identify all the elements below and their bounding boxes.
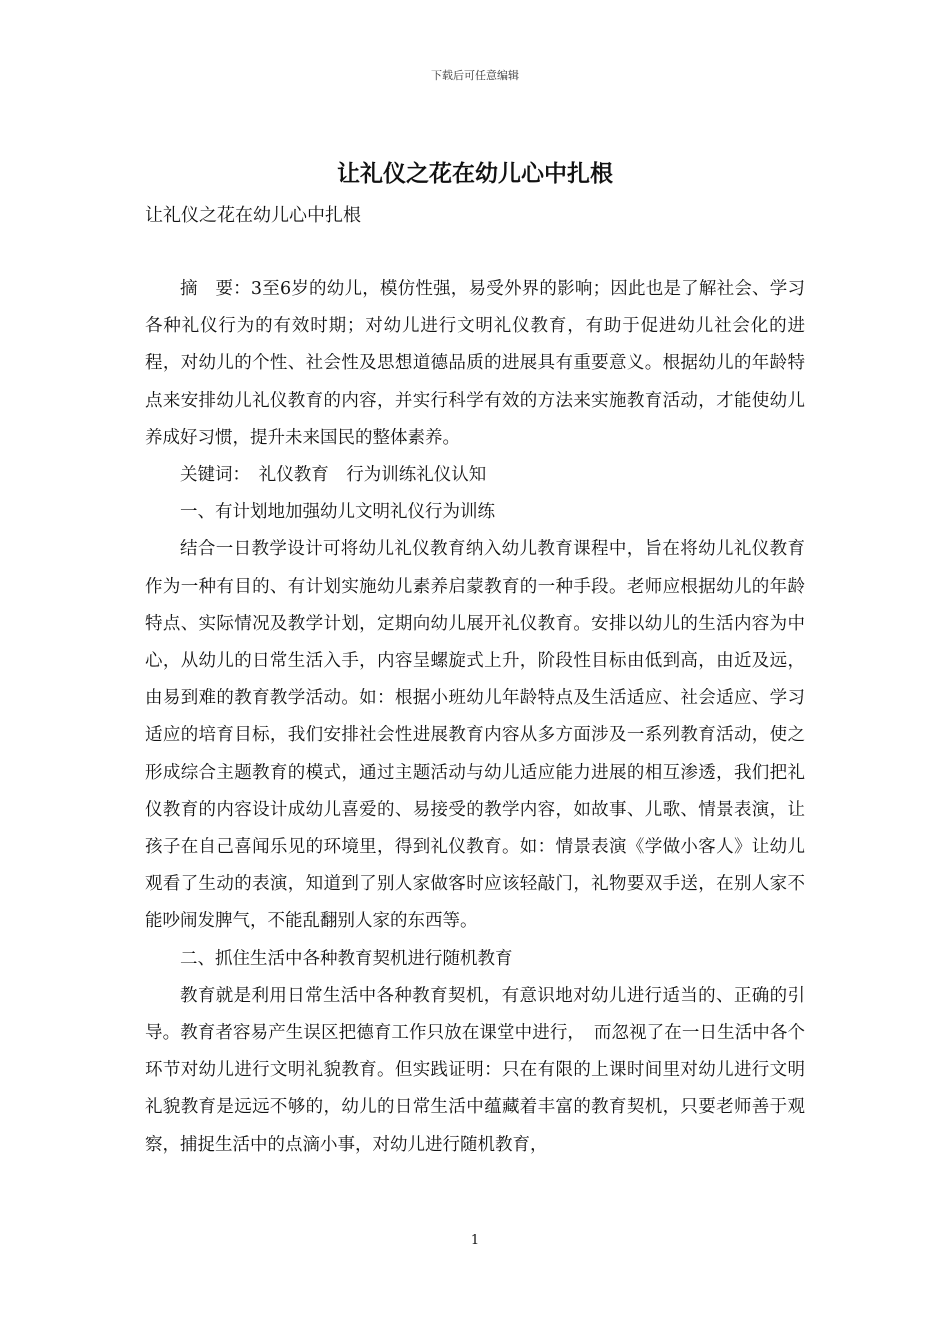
body-paragraph: 教育就是利用日常生活中各种教育契机，有意识地对幼儿进行适当的、正确的引导。教育者容易产生误区把德育工作只放在课堂中进行， 而忽视了在一日生活中各个环节对幼儿进行文明礼貌教育。但实践证明：只在有限的上课时间里对幼儿进行文明礼貌教育是远远不够的，幼儿的日常生活中蕴藏着丰富的教育契机，只要老师善于观察，捕捉生活中的点滴小事，对幼儿进行随机教育， [145, 985, 805, 1155]
document-subtitle: 让礼仪之花在幼儿心中扎根 [145, 205, 361, 226]
document-title: 让礼仪之花在幼儿心中扎根 [337, 161, 613, 187]
section-heading-1: 一、有计划地加强幼儿文明礼仪行为训练 [180, 502, 495, 523]
abstract-paragraph: 摘 要：3至6岁的幼儿，模仿性强，易受外界的影响；因此也是了解社会、学习各种礼仪行为的有效时期；对幼儿进行文明礼仪教育，有助于促进幼儿社会化的进程，对幼儿的个性、社会性及思想道德品质的进展具有重要意义。根据幼儿的年龄特点来安排幼儿礼仪教育的内容，并实行科学有效的方法来实施教育活动，才能使幼儿养成好习惯，提升未来国民的整体素养。 [145, 279, 805, 448]
page-number: 1 [470, 1233, 480, 1248]
body-paragraph: 结合一日教学设计可将幼儿礼仪教育纳入幼儿教育课程中，旨在将幼儿礼仪教育作为一种有目的、有计划实施幼儿素养启蒙教育的一种手段。老师应根据幼儿的年龄特点、实际情况及教学计划，定期向幼儿展开礼仪教育。安排以幼儿的生活内容为中心，从幼儿的日常生活入手，内容呈螺旋式上升，阶段性目标由低到高，由近及远，由易到难的教育教学活动。如：根据小班幼儿年龄特点及生活适应、社会适应、学习适应的培育目标，我们安排社会性进展教育内容从多方面涉及一系列教育活动，使之形成综合主题教育的模式，通过主题活动与幼儿适应能力进展的相互渗透，我们把礼仪教育的内容设计成幼儿喜爱的、易接受的教学内容，如故事、儿歌、情景表演，让孩子在自己喜闻乐见的环境里，得到礼仪教育。如：情景表演《学做小客人》让幼儿观看了生动的表演，知道到了别人家做客时应该轻敲门，礼物要双手送，在别人家不能吵闹发脾气，不能乱翻别人家的东西等。 [145, 539, 805, 932]
header-note: 下载后可任意编辑 [431, 69, 519, 82]
section-heading-2: 二、抓住生活中各种教育契机进行随机教育 [180, 948, 513, 969]
keywords-line: 关键词： 礼仪教育 行为训练礼仪认知 [180, 465, 487, 486]
document-body [145, 271, 805, 1164]
